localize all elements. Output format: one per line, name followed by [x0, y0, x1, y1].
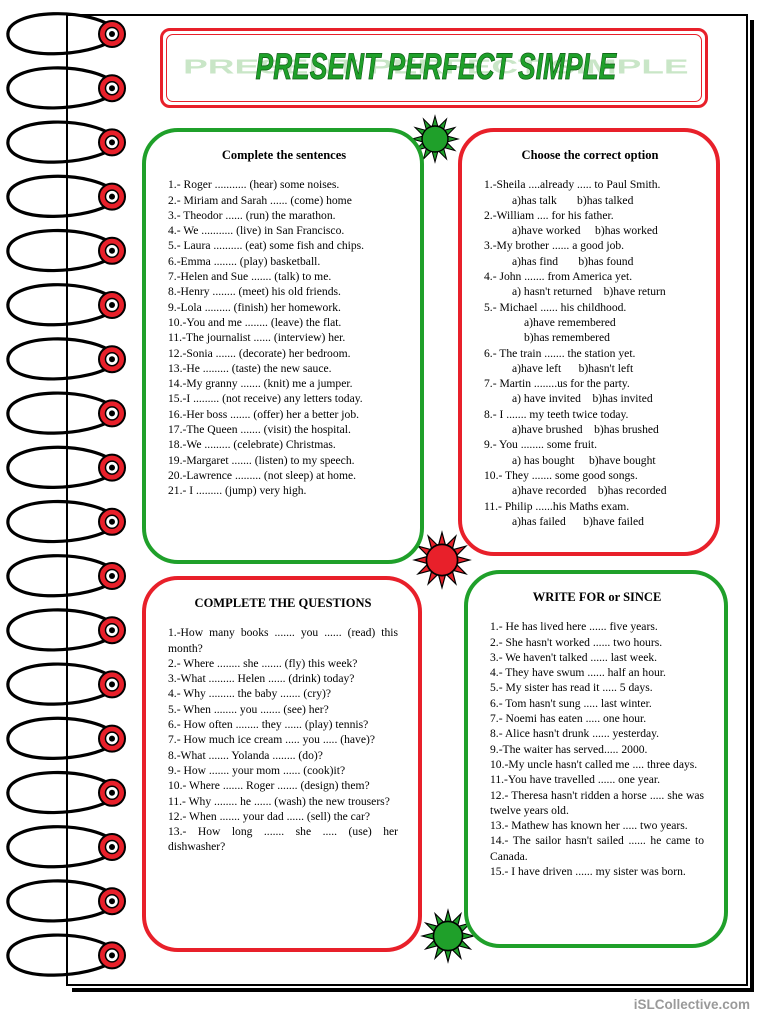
- list-item: 18.-We ......... (celebrate) Christmas.: [168, 438, 336, 452]
- answer-options: a) has bought b)have bought: [512, 453, 656, 467]
- list-item: 1.- Roger ........... (hear) some noises.: [168, 178, 340, 192]
- list-item: 2.- Miriam and Sarah ...... (come) home: [168, 193, 352, 207]
- complete-questions-box: [142, 576, 422, 952]
- list-item: [484, 437, 696, 468]
- list-item: 14.-My granny ....... (knit) me a jumper.: [168, 377, 353, 391]
- list-item: [484, 269, 696, 300]
- question-text: 5.- Michael ...... his childhood.: [484, 300, 627, 314]
- list-item: 15.-I ......... (not receive) any letters today.: [168, 392, 363, 406]
- list-item: 6.-Emma ........ (play) basketball.: [168, 254, 321, 268]
- section-heading: COMPLETE THE QUESTIONS: [194, 596, 372, 610]
- sentence-list: [168, 177, 400, 498]
- list-item: 3.-What ......... Helen ...... (drink) today?: [168, 672, 355, 686]
- list-item: [484, 177, 696, 208]
- list-item: 4.- Why ......... the baby ....... (cry)?: [168, 687, 332, 701]
- spiral-ring: [8, 176, 125, 216]
- answer-options: a)has failed b)have failed: [512, 514, 644, 528]
- list-item: 15.- I have driven ...... my sister was born.: [490, 865, 686, 879]
- spiral-ring: [8, 881, 125, 921]
- list-item: 5.- Laura .......... (eat) some fish and chips.: [168, 239, 365, 253]
- list-item: [484, 499, 696, 530]
- complete-sentences-box: [142, 128, 424, 564]
- page-title: PRESENT PERFECT SIMPLE: [255, 46, 618, 88]
- list-item: 10.-My uncle hasn't called me .... three days.: [490, 757, 698, 771]
- list-item: 1.- He has lived here ...... five years.: [490, 620, 658, 634]
- spiral-ring: [8, 935, 125, 975]
- answer-options: a) have invited b)has invited: [512, 392, 653, 406]
- watermark: iSLCollective.com: [633, 997, 750, 1012]
- question-list: [168, 625, 398, 854]
- list-item: [484, 468, 696, 499]
- question-text: 8.- I ....... my teeth twice today.: [484, 407, 629, 421]
- list-item: 12.- Theresa hasn't ridden a horse ..... she was twelve years old.: [490, 788, 704, 817]
- list-item: [484, 346, 696, 377]
- spiral-ring: [8, 68, 125, 108]
- list-item: 19.-Margaret ....... (listen) to my speech.: [168, 453, 355, 467]
- list-item: 10.- Where ....... Roger ....... (design) them?: [168, 779, 370, 793]
- list-item: 9.-The waiter has served..... 2000.: [490, 742, 648, 756]
- answer-options: b)has remembered: [524, 331, 610, 345]
- list-item: 8.-Henry ........ (meet) his old friends.: [168, 285, 341, 299]
- list-item: 8.-What ....... Yolanda ........ (do)?: [168, 748, 323, 762]
- section-heading: Complete the sentences: [221, 148, 347, 162]
- list-item: 7.-Helen and Sue ....... (talk) to me.: [168, 270, 332, 284]
- list-item: 11.- Why ........ he ...... (wash) the new trousers?: [168, 794, 390, 808]
- section-heading: WRITE FOR or SINCE: [532, 590, 662, 604]
- for-since-box: [464, 570, 728, 948]
- spiral-ring: [8, 610, 125, 650]
- spiral-ring: [8, 718, 125, 758]
- list-item: 12.- When ....... your dad ...... (sell) the car?: [168, 809, 370, 823]
- answer-options: a)have remembered: [524, 315, 616, 329]
- title-reflection: PRESENT PERFECT SIMPLE: [183, 55, 689, 79]
- list-item: 1.-How many books ....... you ...... (read) this month?: [168, 626, 398, 655]
- spiral-ring: [8, 501, 125, 541]
- section-heading: Choose the correct option: [521, 148, 659, 162]
- spiral-ring: [8, 122, 125, 162]
- title-banner: [160, 28, 708, 108]
- answer-options: a)have brushed b)has brushed: [512, 423, 659, 437]
- list-item: 9.-Lola ......... (finish) her homework.: [168, 300, 341, 314]
- list-item: 4.- We ........... (live) in San Francisco.: [168, 224, 345, 238]
- question-text: 10.- They ....... some good songs.: [484, 468, 638, 482]
- list-item: 12.-Sonia ....... (decorate) her bedroom.: [168, 346, 351, 360]
- spiral-ring: [8, 827, 125, 867]
- question-text: 1.-Sheila ....already ..... to Paul Smith.: [484, 178, 661, 192]
- list-item: 2.- Where ........ she ....... (fly) this week?: [168, 656, 358, 670]
- question-text: 9.- You ........ some fruit.: [484, 438, 598, 452]
- question-text: 3.-My brother ...... a good job.: [484, 239, 625, 253]
- question-text: 7.- Martin ........us for the party.: [484, 377, 630, 391]
- list-item: 17.-The Queen ....... (visit) the hospital.: [168, 423, 351, 437]
- spiral-ring: [8, 339, 125, 379]
- title-graphic: [163, 31, 705, 105]
- question-text: 4.- John ....... from America yet.: [484, 270, 633, 284]
- answer-options: a)has find b)has found: [512, 254, 634, 268]
- list-item: [484, 208, 696, 239]
- question-text: 11.- Philip ......his Maths exam.: [484, 499, 630, 513]
- spiral-ring: [8, 393, 125, 433]
- question-text: 2.-William .... for his father.: [484, 208, 614, 222]
- list-item: [484, 407, 696, 438]
- answer-options: a)has talk b)has talked: [512, 193, 634, 207]
- list-item: 9.- How ....... your mom ...... (cook)it?: [168, 763, 346, 777]
- list-item: 7.- How much ice cream ..... you ..... (have)?: [168, 733, 376, 747]
- list-item: 14.- The sailor hasn't sailed ...... he came to Canada.: [490, 834, 704, 863]
- choose-option-box: [458, 128, 720, 556]
- list-item: 2.- She hasn't worked ...... two hours.: [490, 635, 663, 649]
- spiral-ring: [8, 664, 125, 704]
- list-item: 7.- Noemi has eaten ..... one hour.: [490, 712, 647, 726]
- list-item: 3.- Theodor ...... (run) the marathon.: [168, 208, 336, 222]
- list-item: 13.- Mathew has known her ..... two years.: [490, 819, 688, 833]
- spiral-ring: [8, 14, 125, 54]
- list-item: [484, 376, 696, 407]
- for-since-list: [490, 619, 704, 879]
- spiral-ring: [8, 772, 125, 812]
- question-text: 6.- The train ....... the station yet.: [484, 346, 636, 360]
- list-item: 5.- My sister has read it ..... 5 days.: [490, 681, 653, 695]
- list-item: 10.-You and me ........ (leave) the flat.: [168, 315, 342, 329]
- list-item: 8.- Alice hasn't drunk ...... yesterday.: [490, 727, 660, 741]
- spiral-ring: [8, 447, 125, 487]
- spiral-binding: [0, 0, 140, 1024]
- list-item: [484, 238, 696, 269]
- list-item: 3.- We haven't talked ...... last week.: [490, 650, 658, 664]
- spiral-ring: [8, 556, 125, 596]
- list-item: 21.- I ......... (jump) very high.: [168, 484, 307, 498]
- list-item: 11.-You have travelled ...... one year.: [490, 773, 660, 787]
- list-item: 20.-Lawrence ......... (not sleep) at home.: [168, 468, 357, 482]
- spiral-ring: [8, 285, 125, 325]
- list-item: 4.- They have swum ...... half an hour.: [490, 666, 666, 680]
- list-item: 6.- How often ........ they ...... (play) tennis?: [168, 718, 369, 732]
- spiral-ring: [8, 230, 125, 270]
- answer-options: a)have recorded b)has recorded: [512, 484, 667, 498]
- answer-options: a)have left b)hasn't left: [512, 361, 634, 375]
- answer-options: a)have worked b)has worked: [512, 224, 658, 238]
- list-item: 13.-He ......... (taste) the new sauce.: [168, 361, 332, 375]
- list-item: 13.- How long ....... she ..... (use) her dishwasher?: [168, 825, 398, 854]
- list-item: 16.-Her boss ....... (offer) her a better job.: [168, 407, 360, 421]
- answer-options: a) hasn't returned b)have return: [512, 285, 666, 299]
- list-item: 6.- Tom hasn't sung ..... last winter.: [490, 696, 652, 710]
- list-item: 5.- When ........ you ....... (see) her?: [168, 702, 329, 716]
- list-item: 11.-The journalist ...... (interview) her.: [168, 331, 346, 345]
- option-list: [484, 177, 696, 529]
- list-item: [484, 300, 696, 346]
